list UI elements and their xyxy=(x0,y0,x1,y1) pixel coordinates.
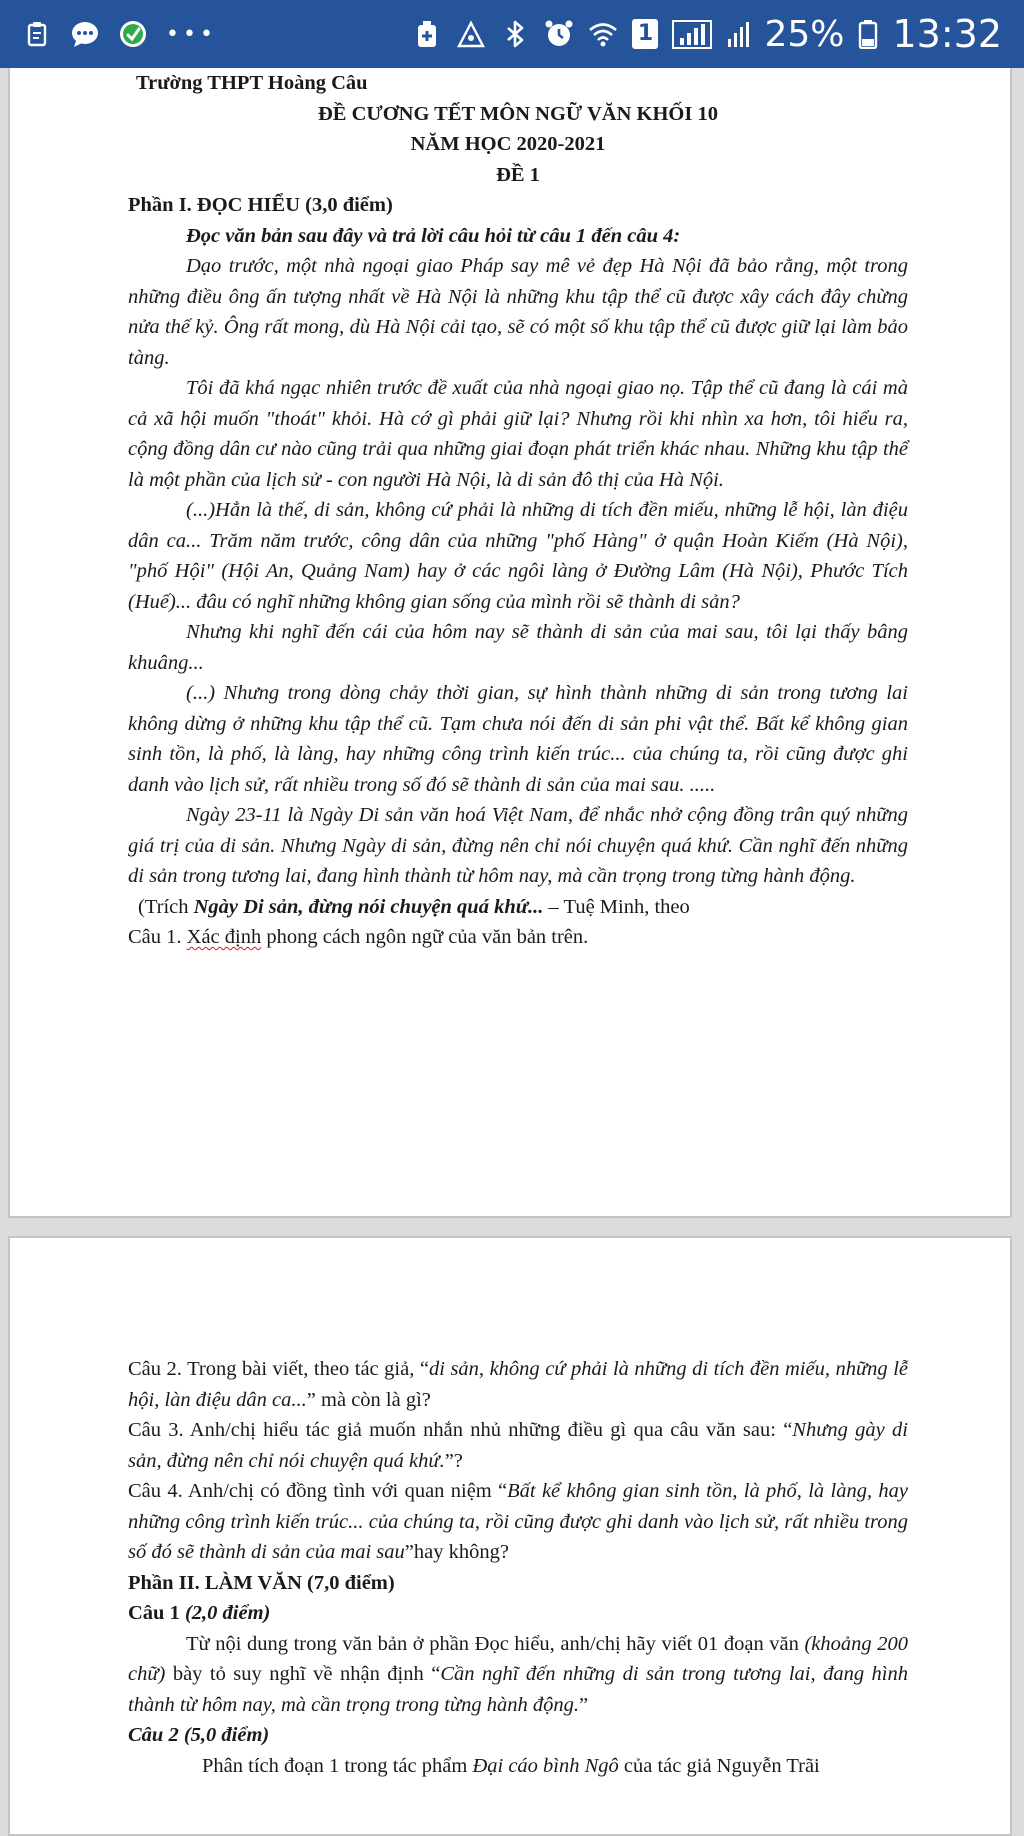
signal-icon xyxy=(672,19,712,49)
question-2: Câu 2. Trong bài viết, theo tác giả, “di sản, không cứ phải là những di tích đền miếu, những lễ hội, làn điệu dân ca...” mà còn là gì? xyxy=(128,1358,908,1411)
passage-paragraph-5: (...) Nhưng trong dòng chảy thời gian, sự hình thành những di sản trong tương lai không dừng ở những khu tập thể cũ. Tạm chưa nói đến di sản phi vật thể. Bất kể không gian sinh tồn, là phố, là làng, hay những công trình kiến trúc... của chúng ta, rồi cũng được ghi danh vào lịch sử, rất nhiều trong số đó sẽ thành di sản của mai sau. ..... xyxy=(128,682,908,796)
bluetooth-icon xyxy=(500,19,530,49)
school-name: Trường THPT Hoàng Câu xyxy=(136,72,368,94)
passage-paragraph-3: (...)Hẳn là thế, di sản, không cứ phải là những di tích đền miếu, những lễ hội, làn điệu dân ca... Trăm năm trước, công dân của những "phố Hàng" ở quận Hoàn Kiếm (Hà Nội), "phố Hội" (Hội An, Quảng Nam) hay ở các ngôi làng ở Đường Lâm (Hà Nội), Phước Tích (Huế)... đâu có nghĩ những không gian sống của mình rồi sẽ thành di sản? xyxy=(128,499,908,613)
passage-paragraph-6: Ngày 23-11 là Ngày Di sản văn hoá Việt Nam, để nhắc nhở cộng đồng trân quý những giá trị của di sản. Nhưng Ngày di sản, đừng nên chỉ nói chuyện quá khứ. Cần nghĩ đến những di sản trong tương lai, đang hình thành từ hôm nay, mà cần trọng trong từng hành động. xyxy=(128,804,908,887)
writing-question-2-label: Câu 2 (5,0 điểm) xyxy=(128,1724,270,1746)
hotspot-icon xyxy=(456,19,486,49)
status-bar xyxy=(0,0,1024,68)
document-title: ĐỀ CƯƠNG TẾT MÔN NGỮ VĂN KHỐI 10 xyxy=(318,102,718,125)
part-2-heading: Phần II. LÀM VĂN (7,0 điểm) xyxy=(128,1571,395,1594)
clipboard-icon[interactable] xyxy=(22,19,52,49)
reading-instruction: Đọc văn bản sau đây và trả lời câu hỏi từ câu 1 đến câu 4: xyxy=(186,224,681,247)
passage-paragraph-1: Dạo trước, một nhà ngoại giao Pháp say mê vẻ đẹp Hà Nội đã bảo rằng, một trong những điều ông ấn tượng nhất về Hà Nội là những khu tập thể cũ được xây cách đây chừng nửa thế kỷ. Ông rất mong, dù Hà Nội cải tạo, sẽ có một số khu tập thể cũ được giữ lại làm bảo tàng. xyxy=(128,255,908,369)
battery-percent: 25% xyxy=(764,13,845,55)
page-1-content xyxy=(128,68,908,953)
school-year: NĂM HỌC 2020-2021 xyxy=(410,133,606,155)
chat-bubble-icon[interactable] xyxy=(70,19,100,49)
citation: (Trích Ngày Di sản, đừng nói chuyện quá khứ... – Tuệ Minh, theo xyxy=(138,895,690,918)
question-3: Câu 3. Anh/chị hiểu tác giả muốn nhắn nhủ những điều gì qua câu văn sau: “Nhưng gày di sản, đừng nên chỉ nói chuyện quá khứ.”? xyxy=(128,1419,908,1472)
question-1: Câu 1. Xác định phong cách ngôn ngữ của văn bản trên. xyxy=(128,926,589,948)
writing-question-1-label: Câu 1 (2,0 điểm) xyxy=(128,1602,271,1624)
wifi-icon xyxy=(588,19,618,49)
spellcheck-mark[interactable]: Xác định xyxy=(186,926,262,948)
passage-paragraph-2: Tôi đã khá ngạc nhiên trước đề xuất của nhà ngoại giao nọ. Tập thể cũ đang là cái mà cả xã hội muốn "thoát" khỏi. Hà cớ gì phải giữ lại? Nhưng rồi khi nhìn xa hơn, tôi hiểu ra, cộng đồng dân cư nào cũng trải qua những giai đoạn phát triển khác nhau. Những khu tập thể là một phần của lịch sử - con người Hà Nội, là di sản đô thị của Hà Nội. xyxy=(128,377,908,491)
document-page-1 xyxy=(8,68,1012,1218)
more-dots-icon[interactable]: ••• xyxy=(166,21,217,47)
battery-saver-icon xyxy=(412,19,442,49)
exam-number: ĐỀ 1 xyxy=(496,163,540,186)
clock: 13:32 xyxy=(892,12,1002,56)
document-page-2 xyxy=(8,1236,1012,1836)
alarm-icon xyxy=(544,19,574,49)
writing-question-1: Từ nội dung trong văn bản ở phần Đọc hiểu, anh/chị hãy viết 01 đoạn văn (khoảng 200 chữ) bày tỏ suy nghĩ về nhận định “Cần nghĩ đến những di sản trong tương lai, đang hình thành từ hôm nay, mà cần trọng trong từng hành động.” xyxy=(128,1632,908,1716)
compass-app-icon[interactable] xyxy=(118,19,148,49)
part-1-heading: Phần I. ĐỌC HIỂU (3,0 điểm) xyxy=(128,194,393,216)
page-2-content xyxy=(128,1354,908,1781)
signal-icon xyxy=(726,19,750,49)
passage-paragraph-4: Nhưng khi nghĩ đến cái của hôm nay sẽ thành di sản của mai sau, tôi lại thấy bâng khuâng... xyxy=(128,621,908,674)
writing-question-2: Phân tích đoạn 1 trong tác phẩm Đại cáo bình Ngô của tác giả Nguyễn Trãi xyxy=(202,1754,820,1777)
battery-icon xyxy=(858,19,878,49)
question-4: Câu 4. Anh/chị có đồng tình với quan niệm “Bất kể không gian sinh tồn, là phố, là làng, hay những công trình kiến trúc... của chúng ta, rồi cũng được ghi danh vào lịch sử, rất nhiều trong số đó sẽ thành di sản của mai sau”hay không? xyxy=(128,1480,908,1563)
sim-icon: 1 xyxy=(632,19,658,49)
